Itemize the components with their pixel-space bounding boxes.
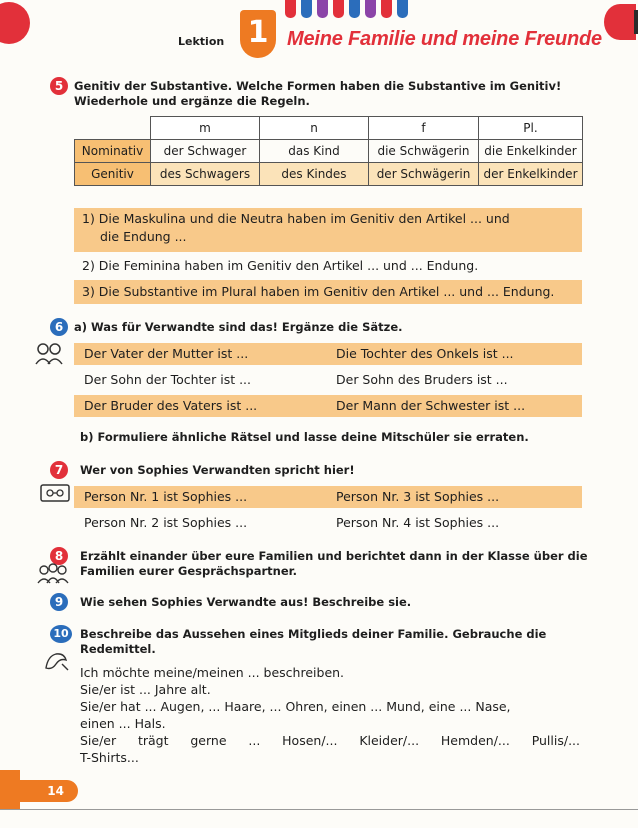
table-cell: das Kind <box>260 140 369 163</box>
person-text: Person Nr. 2 ist Sophies ... <box>84 515 248 530</box>
table-cell: des Schwagers <box>151 163 260 186</box>
genitive-table <box>74 116 583 186</box>
exercise-6b-instruction: b) Formuliere ähnliche Rätsel und lasse deine Mitschüler sie erraten. <box>80 430 529 444</box>
exercise-10-line1-text: Beschreibe das Aussehen eines Mitglieds deiner Familie. Gebrauche die <box>80 627 547 641</box>
riddle-text: Der Sohn des Bruders ist ... <box>336 372 508 387</box>
bottom-divider <box>0 809 638 810</box>
header-stripe <box>285 0 296 18</box>
page-edge-bar <box>0 770 20 810</box>
person-row <box>74 486 582 508</box>
riddle-text: Der Sohn der Tochter ist ... <box>84 372 252 387</box>
exercise-8-number: 8 <box>50 547 68 565</box>
rule-1 <box>74 208 582 252</box>
exercise-10-number: 10 <box>50 625 72 643</box>
exercise-10-instruction <box>80 627 580 657</box>
table-row <box>75 163 583 186</box>
riddle-row <box>74 395 582 417</box>
phrase-line: Ich möchte meine/meinen ... beschreiben. <box>80 665 345 680</box>
exercise-6a-instruction: a) Was für Verwandte sind das! Ergänze die Sätze. <box>74 320 403 334</box>
person-row <box>74 512 582 534</box>
rule-1-line2: die Endung ... <box>100 229 187 244</box>
lektion-label: Lektion <box>178 35 225 48</box>
header-stripe <box>349 0 360 18</box>
person-text: Person Nr. 4 ist Sophies ... <box>336 515 500 530</box>
riddle-row <box>74 343 582 365</box>
phrase-line: einen ... Hals. <box>80 716 166 731</box>
exercise-5-instruction-line1: Genitiv der Substantive. Welche Formen haben die Substantive im Genitiv! <box>74 79 562 93</box>
rule-3: 3) Die Substantive im Plural haben im Genitiv den Artikel ... und ... Endung. <box>74 280 582 304</box>
exercise-8-instruction <box>80 549 588 579</box>
table-cell: der Enkelkinder <box>479 163 583 186</box>
col-header-n: n <box>260 117 369 140</box>
chapter-title: Meine Familie und meine Freunde <box>287 28 602 50</box>
exercise-9-instruction: Wie sehen Sophies Verwandte aus! Beschreibe sie. <box>80 595 412 609</box>
audio-cassette-icon <box>40 482 70 509</box>
exercise-5-number: 5 <box>50 77 68 95</box>
pair-work-icon <box>34 340 64 371</box>
exercise-8-line1: Erzählt einander über eure Familien und berichtet dann in der Klasse über die <box>80 549 588 563</box>
redemittel-list <box>80 664 580 766</box>
exercise-8-line2: Familien eurer Gesprächspartner. <box>80 564 298 578</box>
person-text: Person Nr. 3 ist Sophies ... <box>336 489 500 504</box>
table-corner <box>75 117 151 140</box>
table-cell: der Schwager <box>151 140 260 163</box>
header-stripes <box>285 0 408 20</box>
group-talk-icon <box>36 562 70 589</box>
row-header-genitiv: Genitiv <box>75 163 151 186</box>
header-stripe <box>365 0 376 18</box>
phrase-line: Sie/er ist ... Jahre alt. <box>80 682 211 697</box>
riddle-text: Der Vater der Mutter ist ... <box>84 346 249 361</box>
phrase-word: trägt <box>137 733 169 748</box>
header-stripe <box>333 0 344 18</box>
row-header-nominativ: Nominativ <box>75 140 151 163</box>
riddle-row <box>74 369 582 391</box>
table-cell: der Schwägerin <box>369 163 479 186</box>
exercise-6-number: 6 <box>50 318 68 336</box>
phrase-line-justified <box>80 732 580 749</box>
table-cell: des Kindes <box>260 163 369 186</box>
exercise-5-instruction-line2: Wiederhole und ergänze die Regeln. <box>74 94 310 108</box>
header-stripe <box>301 0 312 18</box>
phrase-word: gerne <box>190 733 227 748</box>
corner-decoration-right <box>604 4 636 40</box>
col-header-pl: Pl. <box>479 117 583 140</box>
phrase-line: T-Shirts... <box>80 750 139 765</box>
riddle-text: Der Bruder des Vaters ist ... <box>84 398 258 413</box>
phrase-word: Sie/er <box>80 733 117 748</box>
rule-2: 2) Die Feminina haben im Genitiv den Artikel ... und ... Endung. <box>82 258 479 273</box>
phrase-word: Pullis/... <box>531 733 580 748</box>
exercise-10-line2: Redemittel. <box>80 642 156 656</box>
phrase-word: Hemden/... <box>440 733 510 748</box>
corner-decoration-left <box>0 2 30 44</box>
table-cell: die Schwägerin <box>369 140 479 163</box>
col-header-f: f <box>369 117 479 140</box>
page-number: 14 <box>20 780 78 802</box>
person-text: Person Nr. 1 ist Sophies ... <box>84 489 248 504</box>
phrase-word: Hosen/... <box>282 733 338 748</box>
table-cell: die Enkelkinder <box>479 140 583 163</box>
rule-1-line1: 1) Die Maskulina und die Neutra haben im Genitiv den Artikel ... und <box>82 211 510 226</box>
phrase-word: ... <box>248 733 261 748</box>
riddle-text: Die Tochter des Onkels ist ... <box>336 346 514 361</box>
table-row <box>75 140 583 163</box>
exercise-5-instruction <box>74 79 561 109</box>
exercise-7-instruction: Wer von Sophies Verwandten spricht hier! <box>80 463 355 477</box>
riddle-text: Der Mann der Schwester ist ... <box>336 398 526 413</box>
exercise-10-line1 <box>80 627 580 642</box>
writing-hand-icon <box>42 648 70 677</box>
exercise-9-number: 9 <box>50 593 68 611</box>
exercise-7-number: 7 <box>50 461 68 479</box>
phrase-word: Kleider/... <box>359 733 420 748</box>
col-header-m: m <box>151 117 260 140</box>
phrase-line: Sie/er hat ... Augen, ... Haare, ... Ohren, einen ... Mund, eine ... Nase, <box>80 699 511 714</box>
lesson-number-badge: 1 <box>240 10 276 58</box>
header-stripe <box>317 0 328 18</box>
header-stripe <box>381 0 392 18</box>
header-stripe <box>397 0 408 18</box>
